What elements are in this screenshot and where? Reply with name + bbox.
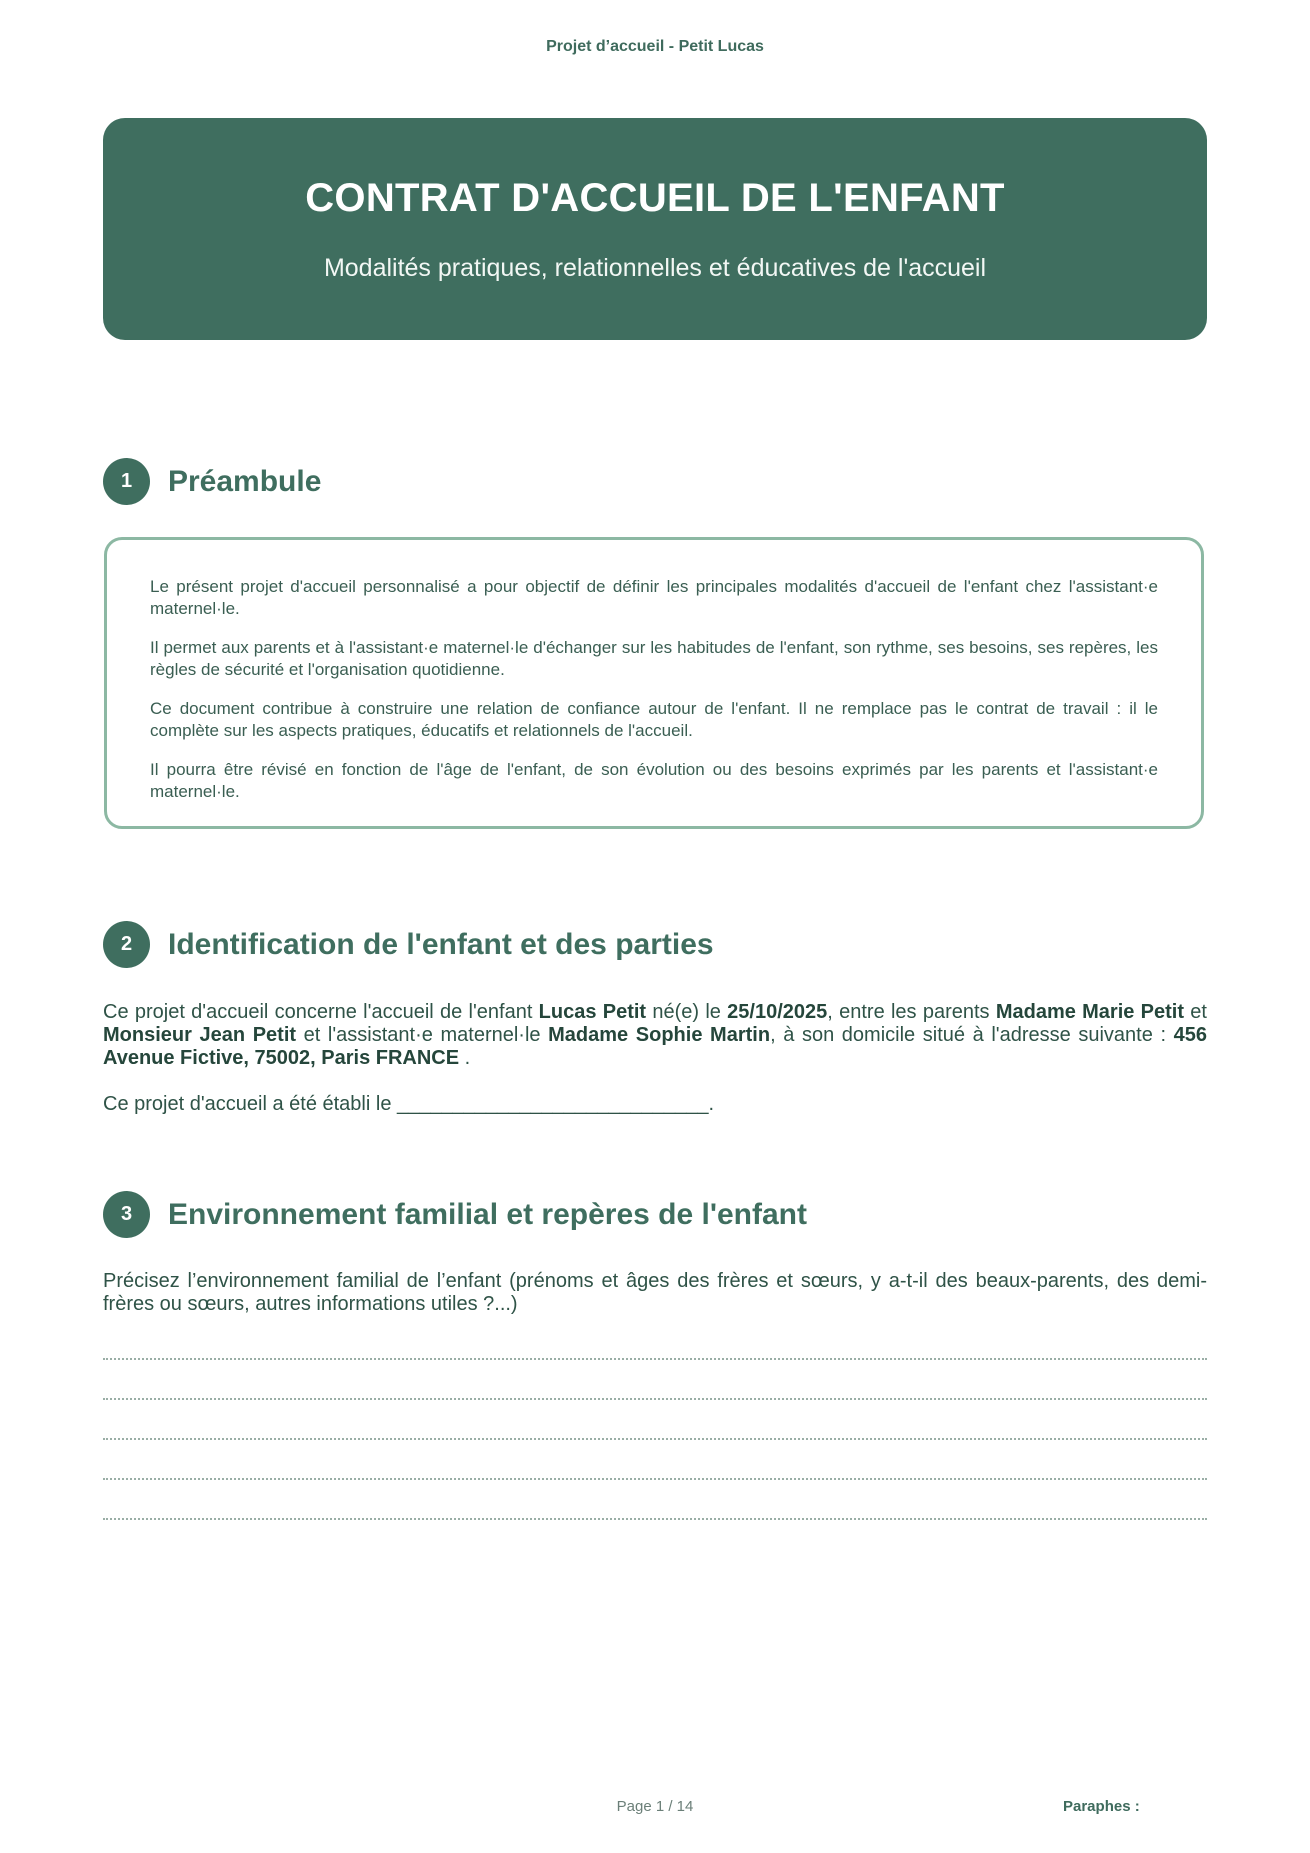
preamble-box bbox=[104, 537, 1204, 829]
section-3-heading bbox=[103, 1191, 807, 1238]
family-environment-prompt: Précisez l’environnement familial de l’enfant (prénoms et âges des frères et sœurs, y a-t-il des beaux-parents, des demi-frères ou sœurs, autres informations utiles ?...) bbox=[103, 1270, 1207, 1315]
section-number-badge: 1 bbox=[103, 458, 150, 505]
answer-line[interactable] bbox=[103, 1438, 1207, 1440]
answer-line[interactable] bbox=[103, 1478, 1207, 1480]
section-title: Identification de l'enfant et des parties bbox=[168, 927, 714, 961]
paraphes-label: Paraphes : bbox=[1063, 1798, 1140, 1815]
parent-2-name: Monsieur Jean Petit bbox=[103, 1024, 297, 1046]
identification-paragraph bbox=[103, 1001, 1207, 1070]
section-number-badge: 2 bbox=[103, 921, 150, 968]
section-1-heading bbox=[103, 458, 321, 505]
section-title: Environnement familial et repères de l'enfant bbox=[168, 1197, 807, 1231]
birth-date: 25/10/2025 bbox=[727, 1001, 828, 1023]
address: 456 Avenue Fictive, 75002, Paris FRANCE bbox=[103, 1024, 1207, 1069]
parent-1-name: Madame Marie Petit bbox=[995, 1001, 1185, 1023]
running-header: Projet d’accueil - Petit Lucas bbox=[546, 38, 764, 55]
established-date-line: Ce projet d'accueil a été établi le ____________________________. bbox=[103, 1093, 714, 1115]
text-fragment: , à son domicile situé à l'adresse suivante : bbox=[770, 1024, 1174, 1046]
child-name: Lucas Petit bbox=[538, 1001, 647, 1023]
text-fragment: . bbox=[459, 1047, 471, 1069]
title-banner bbox=[103, 118, 1207, 340]
answer-line[interactable] bbox=[103, 1518, 1207, 1520]
preamble-paragraph: Ce document contribue à construire une relation de confiance autour de l'enfant. Il ne remplace pas le contrat de travail : il le complète sur les aspects pratiques, éducatifs et relationnels de l'accueil. bbox=[150, 699, 1158, 740]
section-number-badge: 3 bbox=[103, 1191, 150, 1238]
document-subtitle: Modalités pratiques, relationnelles et éducatives de l'accueil bbox=[323, 254, 987, 282]
preamble-paragraph: Il permet aux parents et à l'assistant·e maternel·le d'échanger sur les habitudes de l'enfant, son rythme, ses besoins, ses repères, les règles de sécurité et l'organisation quotidienne. bbox=[150, 638, 1158, 679]
preamble-paragraph: Le présent projet d'accueil personnalisé a pour objectif de définir les principales modalités d'accueil de l'enfant chez l'assistant·e maternel·le. bbox=[150, 577, 1158, 618]
text-fragment: et bbox=[1184, 1001, 1207, 1023]
text-fragment: et l'assistant·e maternel·le bbox=[296, 1024, 549, 1046]
page-number: Page 1 / 14 bbox=[616, 1798, 694, 1815]
text-fragment: , entre les parents bbox=[827, 1001, 996, 1023]
preamble-paragraph: Il pourra être révisé en fonction de l'âge de l'enfant, de son évolution ou des besoins exprimés par les parents et l'assistant·e maternel·le. bbox=[150, 760, 1158, 801]
section-title: Préambule bbox=[168, 464, 322, 498]
answer-line[interactable] bbox=[103, 1358, 1207, 1360]
answer-line[interactable] bbox=[103, 1398, 1207, 1400]
text-fragment: né(e) le bbox=[646, 1001, 728, 1023]
text-fragment: Ce projet d'accueil concerne l'accueil de l'enfant bbox=[103, 1001, 539, 1023]
document-title: CONTRAT D'ACCUEIL DE L'ENFANT bbox=[305, 176, 1005, 220]
section-2-heading bbox=[103, 921, 714, 968]
assistant-name: Madame Sophie Martin bbox=[548, 1024, 771, 1046]
